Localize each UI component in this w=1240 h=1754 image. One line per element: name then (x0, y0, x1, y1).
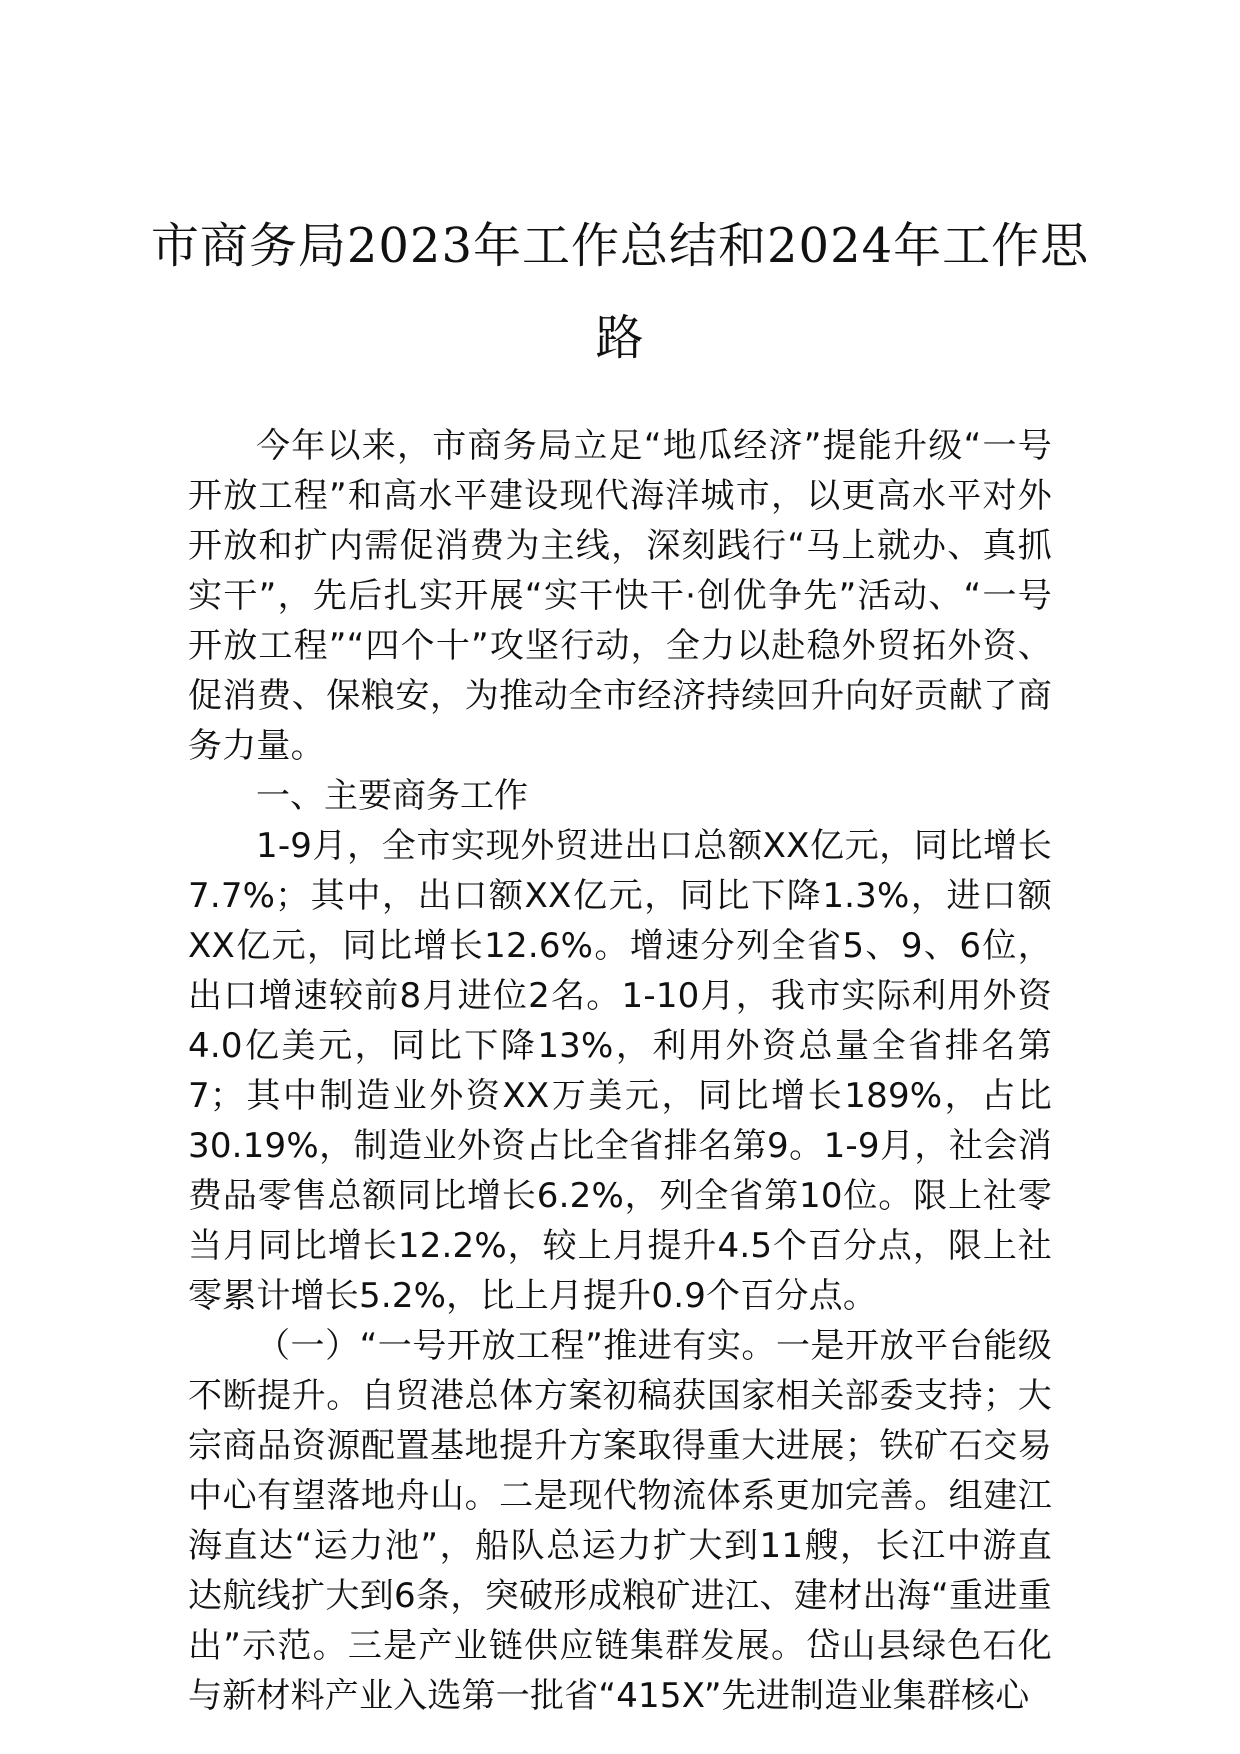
opening-project-paragraph: （一）“一号开放工程”推进有实。一是开放平台能级不断提升。自贸港总体方案初稿获国家相关部委支持；大宗商品资源配置基地提升方案取得重大进展；铁矿石交易中心有望落地舟山。二是现代物流体系更加完善。组建江海直达“运力池”，船队总运力扩大到11艘，长江中游直达航线扩大到6条，突破形成粮矿进江、建材出海“重进重出”示范。三是产业链供应链集群发展。岱山县绿色石化与新材料产业入选第一批省“415X”先进制造业集群核心 (188, 1326, 1052, 1716)
statistics-paragraph: 1-9月，全市实现外贸进出口总额XX亿元，同比增长7.7%；其中，出口额XX亿元，同比下降1.3%，进口额XX亿元，同比增长12.6%。增速分列全省5、9、6位，出口增速较前8月进位2名。1-10月，我市实际利用外资4.0亿美元，同比下降13%，利用外资总量全省排名第7；其中制造业外资XX万美元，同比增长189%，占比30.19%，制造业外资占比全省排名第9。1-9月，社会消费品零售总额同比增长6.2%，列全省第10位。限上社零当月同比增长12.2%，较上月提升4.5个百分点，限上社零累计增长5.2%，比上月提升0.9个百分点。 (188, 826, 1052, 1316)
intro-paragraph: 今年以来，市商务局立足“地瓜经济”提能升级“一号开放工程”和高水平建设现代海洋城市，以更高水平对外开放和扩内需促消费为主线，深刻践行“马上就办、真抓实干”，先后扎实开展“实干快干·创优争先”活动、“一号开放工程”“四个十”攻坚行动，全力以赴稳外贸拓外资、促消费、保粮安，为推动全市经济持续回升向好贡献了商务力量。 (188, 426, 1052, 766)
section-heading-main-work: 一、主要商务工作 (256, 776, 528, 816)
document-body (188, 421, 1052, 1721)
document-title: 市商务局2023年工作总结和2024年工作思路 (150, 218, 1090, 366)
